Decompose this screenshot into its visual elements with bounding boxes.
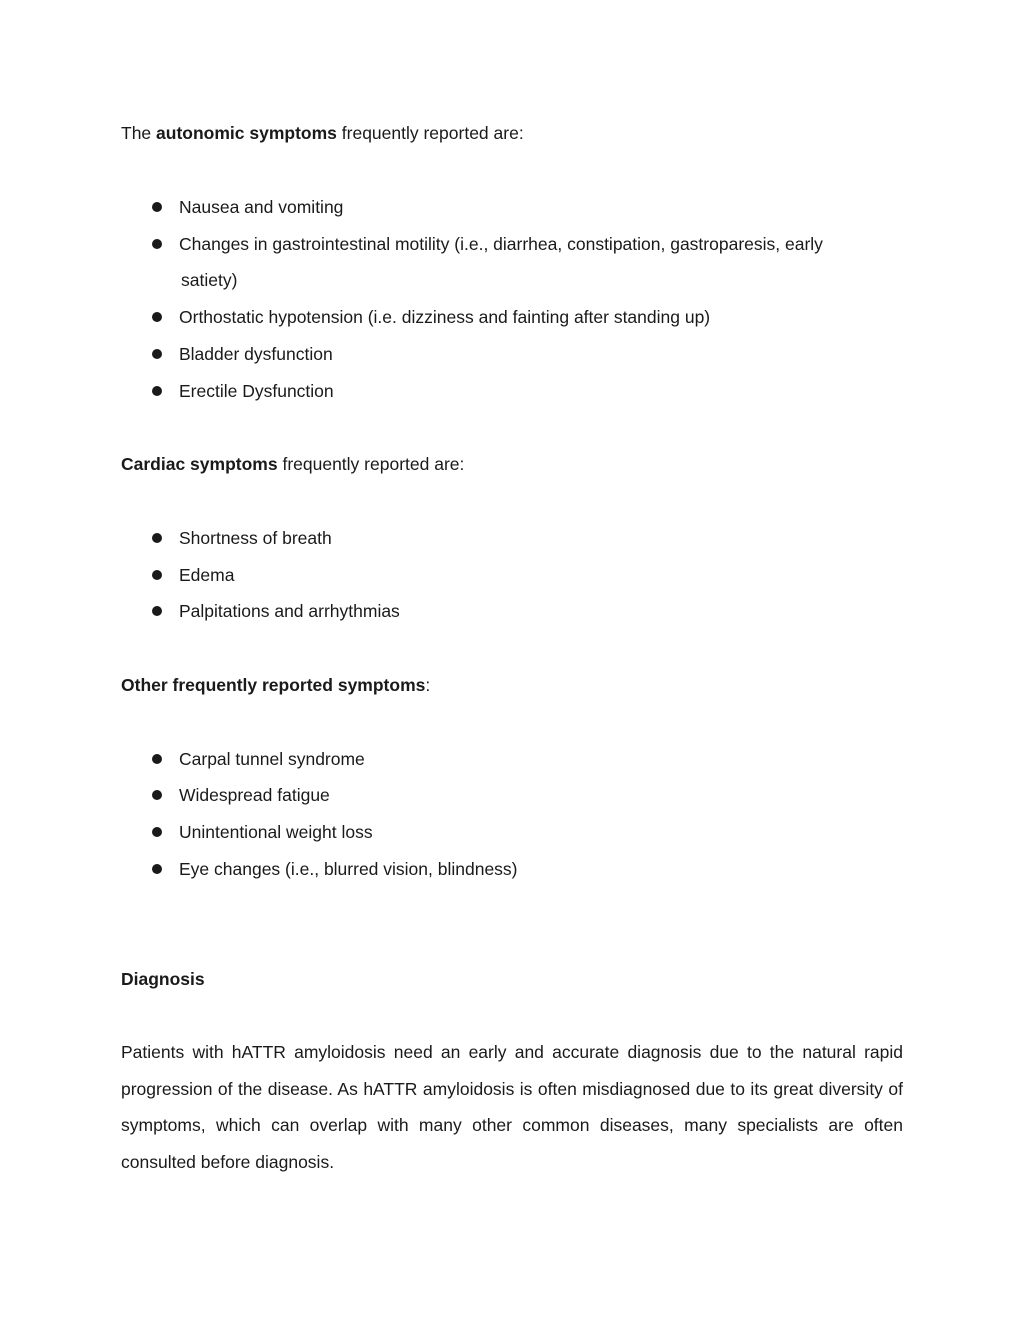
list-item: Erectile Dysfunction <box>152 379 334 403</box>
section-heading: Diagnosis <box>121 969 205 989</box>
bullet-icon <box>152 386 162 396</box>
bullet-icon <box>152 790 162 800</box>
bullet-icon <box>152 864 162 874</box>
autonomic-intro-post: frequently reported are: <box>336 123 524 143</box>
list-item: Widespread fatigue <box>152 783 330 807</box>
list-item: Shortness of breath <box>152 526 332 550</box>
autonomic-intro <box>121 121 524 145</box>
other-intro-post: : <box>425 675 431 695</box>
other-intro-bold: Other frequently reported symptoms <box>121 675 426 695</box>
list-item: Eye changes (i.e., blurred vision, blindness) <box>152 857 518 881</box>
bullet-icon <box>152 239 162 249</box>
autonomic-intro-bold: autonomic symptoms <box>156 123 337 143</box>
list-item: Orthostatic hypotension (i.e. dizziness and fainting after standing up) <box>152 305 710 329</box>
list-item: Nausea and vomiting <box>152 195 343 219</box>
list-item-continuation: satiety) <box>181 270 238 290</box>
cardiac-intro-post: frequently reported are: <box>277 454 465 474</box>
diagnosis-paragraph: Patients with hATTR amyloidosis need an early and accurate diagnosis due to the natural rapid progression of the disease. As hATTR amyloidosis is often misdiagnosed due to its great diversity of symptoms, which can overlap with many other common diseases, many specialists are often consulted before diagnosis. <box>121 1042 903 1173</box>
bullet-icon <box>152 533 162 543</box>
autonomic-intro-pre: The <box>121 123 157 143</box>
list-item: Palpitations and arrhythmias <box>152 599 400 623</box>
list-item: Edema <box>152 563 234 587</box>
other-intro <box>121 673 430 697</box>
list-item: Carpal tunnel syndrome <box>152 747 365 771</box>
bullet-icon <box>152 202 162 212</box>
bullet-icon <box>152 349 162 359</box>
list-item: Bladder dysfunction <box>152 342 333 366</box>
list-item: Changes in gastrointestinal motility (i.e., diarrhea, constipation, gastroparesis, early <box>152 232 823 256</box>
cardiac-intro-bold: Cardiac symptoms <box>121 454 278 474</box>
list-item: Unintentional weight loss <box>152 820 373 844</box>
bullet-icon <box>152 754 162 764</box>
bullet-icon <box>152 606 162 616</box>
cardiac-intro <box>121 452 464 476</box>
bullet-icon <box>152 312 162 322</box>
bullet-icon <box>152 570 162 580</box>
bullet-icon <box>152 827 162 837</box>
